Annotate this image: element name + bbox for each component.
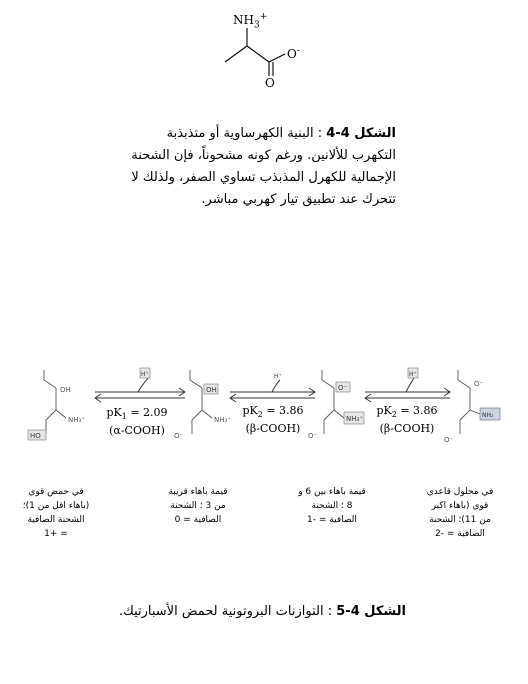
amine-subscript: 3: [253, 20, 260, 31]
species-3-o-minus-b: O⁻: [308, 432, 318, 440]
figure-4-5-caption: [100, 601, 425, 623]
figure-4-4-label: الشكل 4-4: [326, 126, 396, 141]
pk-value-1: $pK_1 = 2.09$: [106, 406, 168, 422]
figure-4-5-label: الشكل 4-5: [336, 604, 407, 619]
pk-group-2: (β-COOH): [245, 422, 301, 436]
condition-1: [16, 485, 96, 541]
amine-group: [233, 12, 267, 30]
species-2-nh3: NH₃⁺: [214, 416, 232, 424]
condition-3-line-1: قيمة باهاء بين 6 و: [298, 487, 366, 497]
figure-4-4-caption: [126, 123, 396, 211]
condition-4-line-1: في محلول قاعدي: [426, 487, 494, 497]
condition-3-line-3: الصافية = -1: [307, 515, 357, 525]
condition-3-line-2: 8 ؛ الشحنة: [311, 501, 353, 511]
condition-4: [420, 485, 500, 541]
figure-4-4-text: : البنية الكهرساوية أو متذبذبة التكهرب للألانين. ورغم كونه مشحوناً، فإن الشحنة الإجمالية للكهرل المذبذب تساوي الصفر، ولذلك لا تتحرك عند تطبيق تيار كهربي مباشر.: [131, 126, 396, 207]
pk-label-1: [102, 406, 172, 438]
condition-1-line-3: الشحنة الصافية: [27, 515, 85, 525]
condition-4-line-3: من 11)؛ الشحنة: [429, 515, 491, 525]
carbonyl-oxygen: O: [265, 76, 275, 90]
equilibrium-arrow-2: [230, 380, 315, 402]
species-1-oh: OH: [60, 386, 71, 394]
species-2-oh: OH: [206, 386, 217, 394]
condition-1-line-2: (باهاء اقل من 1)؛: [22, 501, 90, 511]
condition-1-line-4: = +1: [44, 529, 68, 539]
amine-charge: +: [259, 12, 268, 22]
equilibrium-arrow-1: [95, 376, 185, 402]
proton-label-1: H⁺: [141, 371, 149, 378]
equilibrium-arrow-3: [365, 378, 450, 402]
condition-2-line-1: قيمة باهاء قريبة: [168, 487, 228, 497]
proton-label-2: H⁺: [274, 373, 282, 380]
species-1-structure: [44, 370, 66, 434]
species-4-o-minus: O⁻: [474, 380, 484, 388]
condition-2-line-2: من 3 ؛ الشحنة: [170, 501, 226, 511]
species-3-o-minus: O⁻: [338, 384, 348, 392]
carboxylate-charge: -: [296, 46, 300, 56]
pk-value-2: $pK_2 = 3.86$: [242, 404, 304, 420]
carboxylate-oxygen: [287, 46, 300, 61]
species-4-o-minus-b: O⁻: [444, 436, 454, 444]
condition-3: [292, 485, 372, 527]
species-1-nh3: NH₃⁺: [68, 416, 86, 424]
species-1-ho: HO: [30, 432, 41, 440]
species-2-structure: [190, 370, 212, 434]
proton-label-3: H⁺: [409, 371, 417, 378]
amine-label: NH: [233, 13, 254, 27]
condition-4-line-4: الصافية = -2: [435, 529, 485, 539]
pk-group-3: (β-COOH): [379, 422, 435, 436]
condition-1-line-1: في حمض قوي: [28, 487, 84, 497]
carboxylate-o-label: O: [287, 47, 297, 61]
pk-label-2: [238, 404, 308, 436]
aspartic-equilibria-diagram: [20, 362, 510, 467]
species-3-structure: [322, 370, 344, 434]
species-4-nh: NH₂: [482, 412, 494, 419]
pk-value-3: $pK_2 = 3.86$: [376, 404, 438, 420]
species-3-nh3: NH₃⁺: [346, 415, 364, 423]
alanine-structure: [205, 8, 325, 103]
species-2-o-minus: O⁻: [174, 432, 184, 440]
condition-2: [158, 485, 238, 527]
figure-4-5-text: : التوازنات البروتونية لحمض الأسبارتيك.: [118, 604, 337, 619]
pk-group-1: (α-COOH): [109, 424, 165, 438]
condition-4-line-2: قوي (باهاء اكبر: [431, 501, 489, 511]
pk-label-3: [372, 404, 442, 436]
condition-2-line-3: الصافية = 0: [174, 515, 222, 525]
